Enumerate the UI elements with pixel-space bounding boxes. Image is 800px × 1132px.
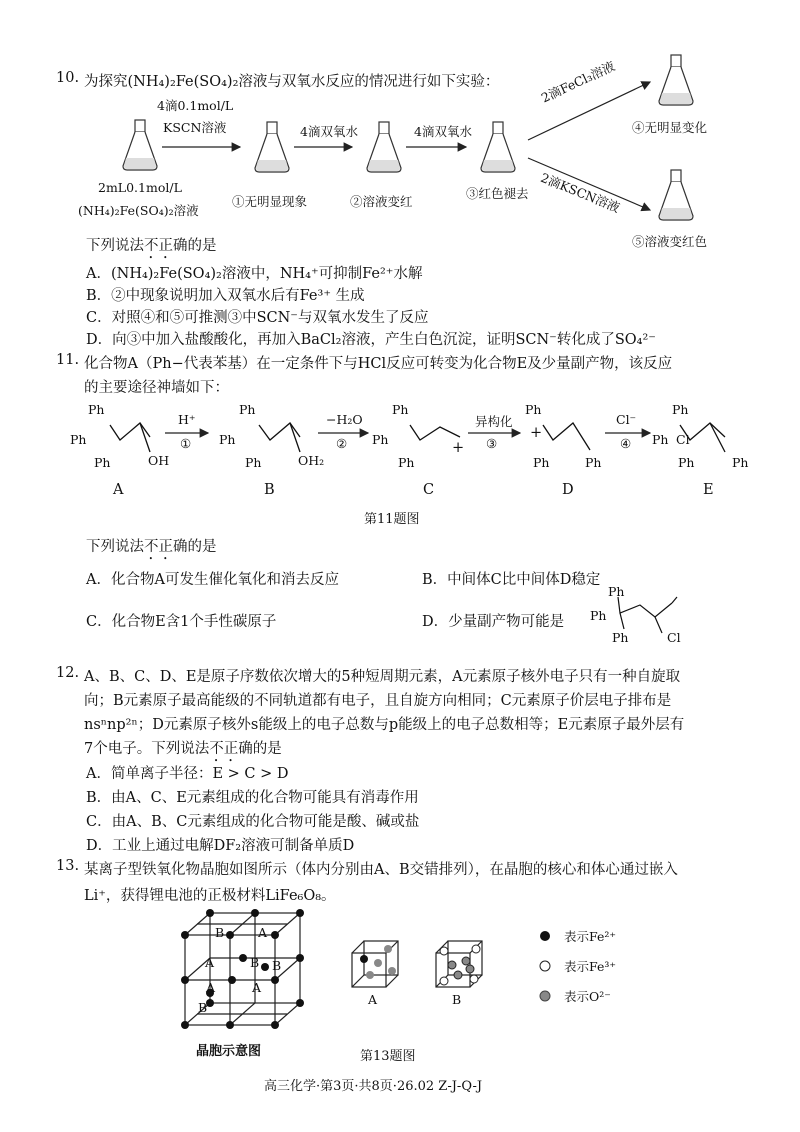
- q12-number: 12.: [56, 665, 80, 681]
- q10-option-d: D．向③中加入盐酸酸化，再加入BaCl₂溶液，产生白色沉淀，证明SCN⁻转化成了SO₄²⁻: [86, 332, 656, 348]
- q11-a-ph-left: Ph: [70, 432, 87, 447]
- q10-step5: ⑤溶液变红色: [632, 234, 708, 249]
- q11-label-e: E: [703, 482, 714, 498]
- q13-fig-label: 晶胞示意图: [196, 1044, 262, 1059]
- q11-question: 下列说法不正确的是: [86, 539, 217, 555]
- q11-e-cl: Cl: [676, 432, 690, 447]
- page-footer: 高三化学·第3页·共8页·26.02 Z-J-Q-J: [264, 1079, 483, 1094]
- q11-arrow1-top: H⁺: [178, 412, 196, 427]
- flask-4: [659, 55, 693, 105]
- q11-c-ph-left: Ph: [372, 432, 389, 447]
- q11-e-ph-top: Ph: [672, 402, 689, 417]
- q11-arrow2-bottom: ②: [336, 436, 348, 451]
- q13-cell-letter-3: A: [258, 925, 268, 940]
- q11-d-ph-top: Ph: [525, 402, 542, 417]
- flask-3: [481, 122, 515, 172]
- q11-a-oh: OH: [148, 453, 170, 468]
- q13-unit-cell-figure: [0, 905, 800, 1045]
- q13-cell-letter-7: A: [252, 980, 262, 995]
- flask-5: [659, 170, 693, 220]
- q12-option-d: D．工业上通过电解DF₂溶液可制备单质D: [86, 838, 355, 854]
- q12-option-a: A．简单离子半径：E > C > D: [86, 766, 289, 782]
- q13-legend-fe3: 表示Fe³⁺: [564, 959, 616, 974]
- q12-line-2: 向；B元素原子最高能级的不同轨道都有电子，且自旋方向相同；C元素原子价层电子排布是: [84, 693, 672, 709]
- q11-number: 11.: [56, 352, 80, 368]
- q10-option-c: C．对照④和⑤可推测③中SCN⁻与双氧水发生了反应: [86, 310, 429, 326]
- q11-label-c: C: [423, 482, 435, 498]
- q10-h2o2-label-2: 4滴双氧水: [414, 124, 472, 139]
- q13-sub-b: B: [452, 992, 462, 1007]
- q11-d-byproduct-ph-bottom: Ph: [612, 630, 629, 645]
- q11-option-a: A．化合物A可发生催化氧化和消去反应: [86, 572, 339, 588]
- q10-step1: ①无明显现象: [232, 194, 308, 209]
- q11-arrow3-bottom: ③: [486, 436, 498, 451]
- q10-branch-up: 2滴FeCl₃溶液: [538, 58, 618, 106]
- q10-option-a: A．(NH₄)₂Fe(SO₄)₂溶液中，NH₄⁺可抑制Fe²⁺水解: [86, 266, 423, 282]
- q10-step4: ④无明显变化: [632, 120, 708, 135]
- q11-stem-1: 化合物A（Ph−代表苯基）在一定条件下与HCl反应可转变为化合物E及少量副产物，该反应: [84, 356, 673, 372]
- q11-label-b: B: [264, 482, 275, 498]
- q10-experiment-diagram: [0, 0, 800, 200]
- q11-c-plus: +: [452, 440, 465, 456]
- q10-reagent-line2: KSCN溶液: [163, 120, 227, 135]
- q11-arrow3-top: 异构化: [475, 414, 513, 429]
- q11-d-byproduct-ph-top: Ph: [608, 584, 625, 599]
- q13-cell-letter-6: B: [198, 1000, 208, 1015]
- q11-c-ph-top: Ph: [392, 402, 409, 417]
- q10-number: 10.: [56, 70, 80, 86]
- flask-start: [123, 120, 157, 170]
- q11-d-byproduct-cl: Cl: [667, 630, 681, 645]
- q12-option-b: B．由A、C、E元素组成的化合物可能具有消毒作用: [86, 790, 419, 806]
- q12-line-3: nsⁿnp²ⁿ；D元素原子核外s能级上的电子总数与p能级上的电子总数相等；E元素原子最外层有: [84, 717, 685, 733]
- q11-d-ph-bottom: Ph: [533, 455, 550, 470]
- q12-option-c: C．由A、B、C元素组成的化合物可能是酸、碱或盐: [86, 814, 420, 830]
- q10-start-line2: (NH₄)₂Fe(SO₄)₂溶液: [78, 203, 199, 218]
- q13-cell-letter-4: B: [250, 955, 260, 970]
- q11-arrow1-bottom: ①: [180, 436, 192, 451]
- q10-step3: ③红色褪去: [466, 186, 529, 201]
- q11-stem-2: 的主要途径神墙如下：: [84, 380, 229, 396]
- q11-option-b: B．中间体C比中间体D稳定: [422, 572, 601, 588]
- q11-c-ph-bottom: Ph: [398, 455, 415, 470]
- q12-line-1: A、B、C、D、E是原子序数依次增大的5种短周期元素，A元素原子核外电子只有一种自旋取: [84, 669, 681, 685]
- q10-question: 下列说法不正确的是: [86, 238, 217, 254]
- q11-arrow4-bottom: ④: [620, 436, 632, 451]
- q11-d-plus: +: [530, 425, 543, 441]
- q13-number: 13.: [56, 858, 80, 874]
- q13-cell-letter-5: A: [206, 980, 216, 995]
- q13-cell-letter-1: B: [215, 925, 225, 940]
- q13-legend-fe2: 表示Fe²⁺: [564, 929, 616, 944]
- q13-sub-a: A: [368, 992, 378, 1007]
- q10-start-line1: 2mL0.1mol/L: [98, 180, 182, 195]
- q11-option-c: C．化合物E含1个手性碳原子: [86, 614, 277, 630]
- q13-line-2: Li⁺，获得锂电池的正极材料LiFe₆O₈。: [84, 888, 336, 904]
- q13-cell-letter-2: A: [205, 955, 215, 970]
- q11-e-ph-right: Ph: [732, 455, 749, 470]
- q10-branch-down: 2滴KSCN溶液: [538, 169, 623, 216]
- q10-stem: 为探究(NH₄)₂Fe(SO₄)₂溶液与双氧水反应的情况进行如下实验：: [84, 74, 500, 90]
- q11-a-ph-top: Ph: [88, 402, 105, 417]
- q11-arrow2-top: −H₂O: [326, 412, 363, 427]
- q11-b-ph-top: Ph: [239, 402, 256, 417]
- q11-option-d: D．少量副产物可能是: [422, 614, 565, 630]
- q11-d-byproduct-ph-left: Ph: [590, 608, 607, 623]
- flask-2: [367, 122, 401, 172]
- q10-h2o2-label-1: 4滴双氧水: [300, 124, 358, 139]
- q11-b-ph-bottom: Ph: [245, 455, 262, 470]
- q11-label-a: A: [113, 482, 124, 498]
- q11-b-ph-left: Ph: [219, 432, 236, 447]
- q10-option-b: B．②中现象说明加入双氧水后有Fe³⁺ 生成: [86, 288, 365, 304]
- q11-label-d: D: [562, 482, 574, 498]
- q13-figure-caption: 第13题图: [360, 1049, 416, 1064]
- q13-line-1: 某离子型铁氧化物晶胞如图所示（体内分别由A、B交错排列），在晶胞的核心和体心通过嵌入: [84, 862, 678, 878]
- q11-figure-caption: 第11题图: [364, 512, 420, 527]
- q11-arrow4-top: Cl⁻: [616, 412, 637, 427]
- q13-cell-letter-8: B: [272, 958, 282, 973]
- q13-legend-o2: 表示O²⁻: [564, 989, 611, 1004]
- q10-reagent-line1: 4滴0.1mol/L: [157, 98, 234, 113]
- q12-line-4: 7个电子。下列说法不正确的是: [84, 741, 282, 757]
- q11-e-ph-left: Ph: [652, 432, 669, 447]
- flask-1: [255, 122, 289, 172]
- q11-b-oh2: OH₂: [298, 453, 325, 468]
- q10-step2: ②溶液变红: [350, 194, 413, 209]
- q11-a-ph-bottom: Ph: [94, 455, 111, 470]
- q11-e-ph-bottom: Ph: [678, 455, 695, 470]
- q11-d-ph-right: Ph: [585, 455, 602, 470]
